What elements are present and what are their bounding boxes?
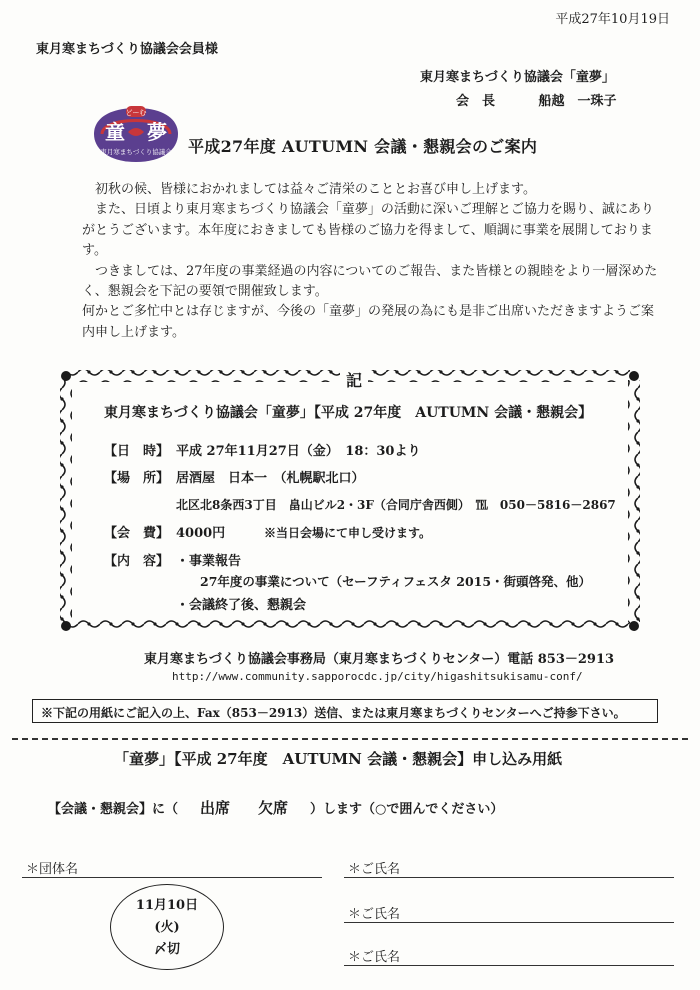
document-date: 平成27年10月19日: [555, 12, 670, 27]
logo-org-text: 東月寒まちづくり協議会: [100, 148, 172, 156]
logo-char-1: 童: [105, 120, 125, 144]
venue-label: 【場 所】: [104, 471, 170, 486]
website-url: http://www.community.sapporocdc.jp/city/higashitsukisamu-conf/: [172, 670, 583, 683]
sender-role: 会 長: [456, 94, 496, 109]
content-row: [104, 550, 241, 569]
office-contact: 東月寒まちづくり協議会事務局（東月寒まちづくりセンター）電話 853－2913: [144, 652, 615, 667]
ki-heading: 記: [340, 368, 368, 391]
letter-body: [82, 180, 662, 343]
venue-value: 居酒屋 日本一 （札幌駅北口）: [176, 471, 365, 486]
name-label-2: ＊ご氏名: [348, 907, 401, 922]
instruction-box: ※下記の用紙にご記入の上、Fax（853－2913）送信、または東月寒まちづくりセンターへご持参下さい。: [32, 699, 658, 723]
group-name-label: ＊団体名: [26, 862, 79, 877]
name-line-3[interactable]: [344, 965, 674, 966]
form-title: 「童夢」【平成 27年度 AUTUMN 会議・懇親会】申し込み用紙: [114, 750, 563, 768]
body-paragraph-2: また、日頃より東月寒まちづくり協議会「童夢」の活動に深いご理解とご協力を賜り、誠にありがとうございます。本年度におきましても皆様のご協力を得まして、順調に事業を展開しております。: [82, 202, 654, 259]
choice-prefix: 【会議・懇親会】に（: [48, 802, 179, 817]
deadline-oval: [110, 884, 224, 970]
fee-note: ※当日会場にて申し受けます。: [264, 526, 432, 540]
addressee: 東月寒まちづくり協議会会員様: [36, 42, 218, 57]
body-paragraph-4: 何かとご多忙中とは存じますが、今後の「童夢」の発展の為にも是非ご出席いただきますようご案内申し上げます。: [82, 304, 655, 340]
fee-label: 【会 費】: [104, 526, 170, 541]
sender-name: 船越 一珠子: [538, 94, 617, 109]
content-item-3: ・会議終了後、懇親会: [176, 598, 307, 613]
venue-address: 北区北8条西3丁目 畠山ビル2・3F（合同庁舎西側） ℡ 050－5816－2867: [176, 498, 616, 512]
deadline-day: (火): [154, 920, 180, 935]
choice-suffix: ）します（○で囲んでください）: [310, 802, 504, 817]
name-label-1: ＊ご氏名: [348, 862, 401, 877]
sender-representative: [456, 90, 617, 109]
logo-char-2: 夢: [147, 120, 167, 144]
datetime-row: [104, 440, 420, 459]
datetime-label: 【日 時】: [104, 444, 170, 459]
event-title: 東月寒まちづくり協議会「童夢」【平成 27年度 AUTUMN 会議・懇親会】: [104, 405, 593, 421]
content-label: 【内 容】: [104, 554, 170, 569]
document-title: 平成27年度 AUTUMN 会議・懇親会のご案内: [188, 137, 538, 156]
name-line-1[interactable]: [344, 877, 674, 878]
deadline-word: 〆切: [153, 942, 180, 957]
attendance-choice: [48, 797, 503, 818]
datetime-value: 平成 27年11月27日（金） 18：30より: [176, 444, 421, 459]
content-item-1: ・事業報告: [176, 554, 242, 569]
fee-value: 4000円: [176, 526, 226, 541]
fee-row: [104, 522, 431, 541]
option-absent[interactable]: 欠席: [258, 799, 289, 817]
domu-logo: [92, 104, 180, 166]
body-paragraph-3: つきましては、27年度の事業経過の内容についてのご報告、また皆様との親睦をより一層深めたく、懇親会を下記の要領で開催致します。: [82, 263, 658, 300]
sender-organization: 東月寒まちづくり協議会「童夢」: [420, 70, 615, 85]
option-attend[interactable]: 出席: [200, 799, 231, 817]
cut-line: [12, 738, 688, 740]
venue-row: [104, 467, 365, 486]
name-label-3: ＊ご氏名: [348, 950, 401, 965]
deadline-date: 11月10日: [135, 898, 199, 913]
content-item-2: 27年度の事業について（セーフティフェスタ 2015・街頭啓発、他）: [200, 574, 592, 589]
logo-reading: どーむ: [125, 109, 147, 117]
name-line-2[interactable]: [344, 922, 674, 923]
group-name-line[interactable]: [22, 877, 322, 878]
body-paragraph-1: 初秋の候、皆様におかれましては益々ご清栄のこととお喜び申し上げます。: [95, 182, 536, 197]
